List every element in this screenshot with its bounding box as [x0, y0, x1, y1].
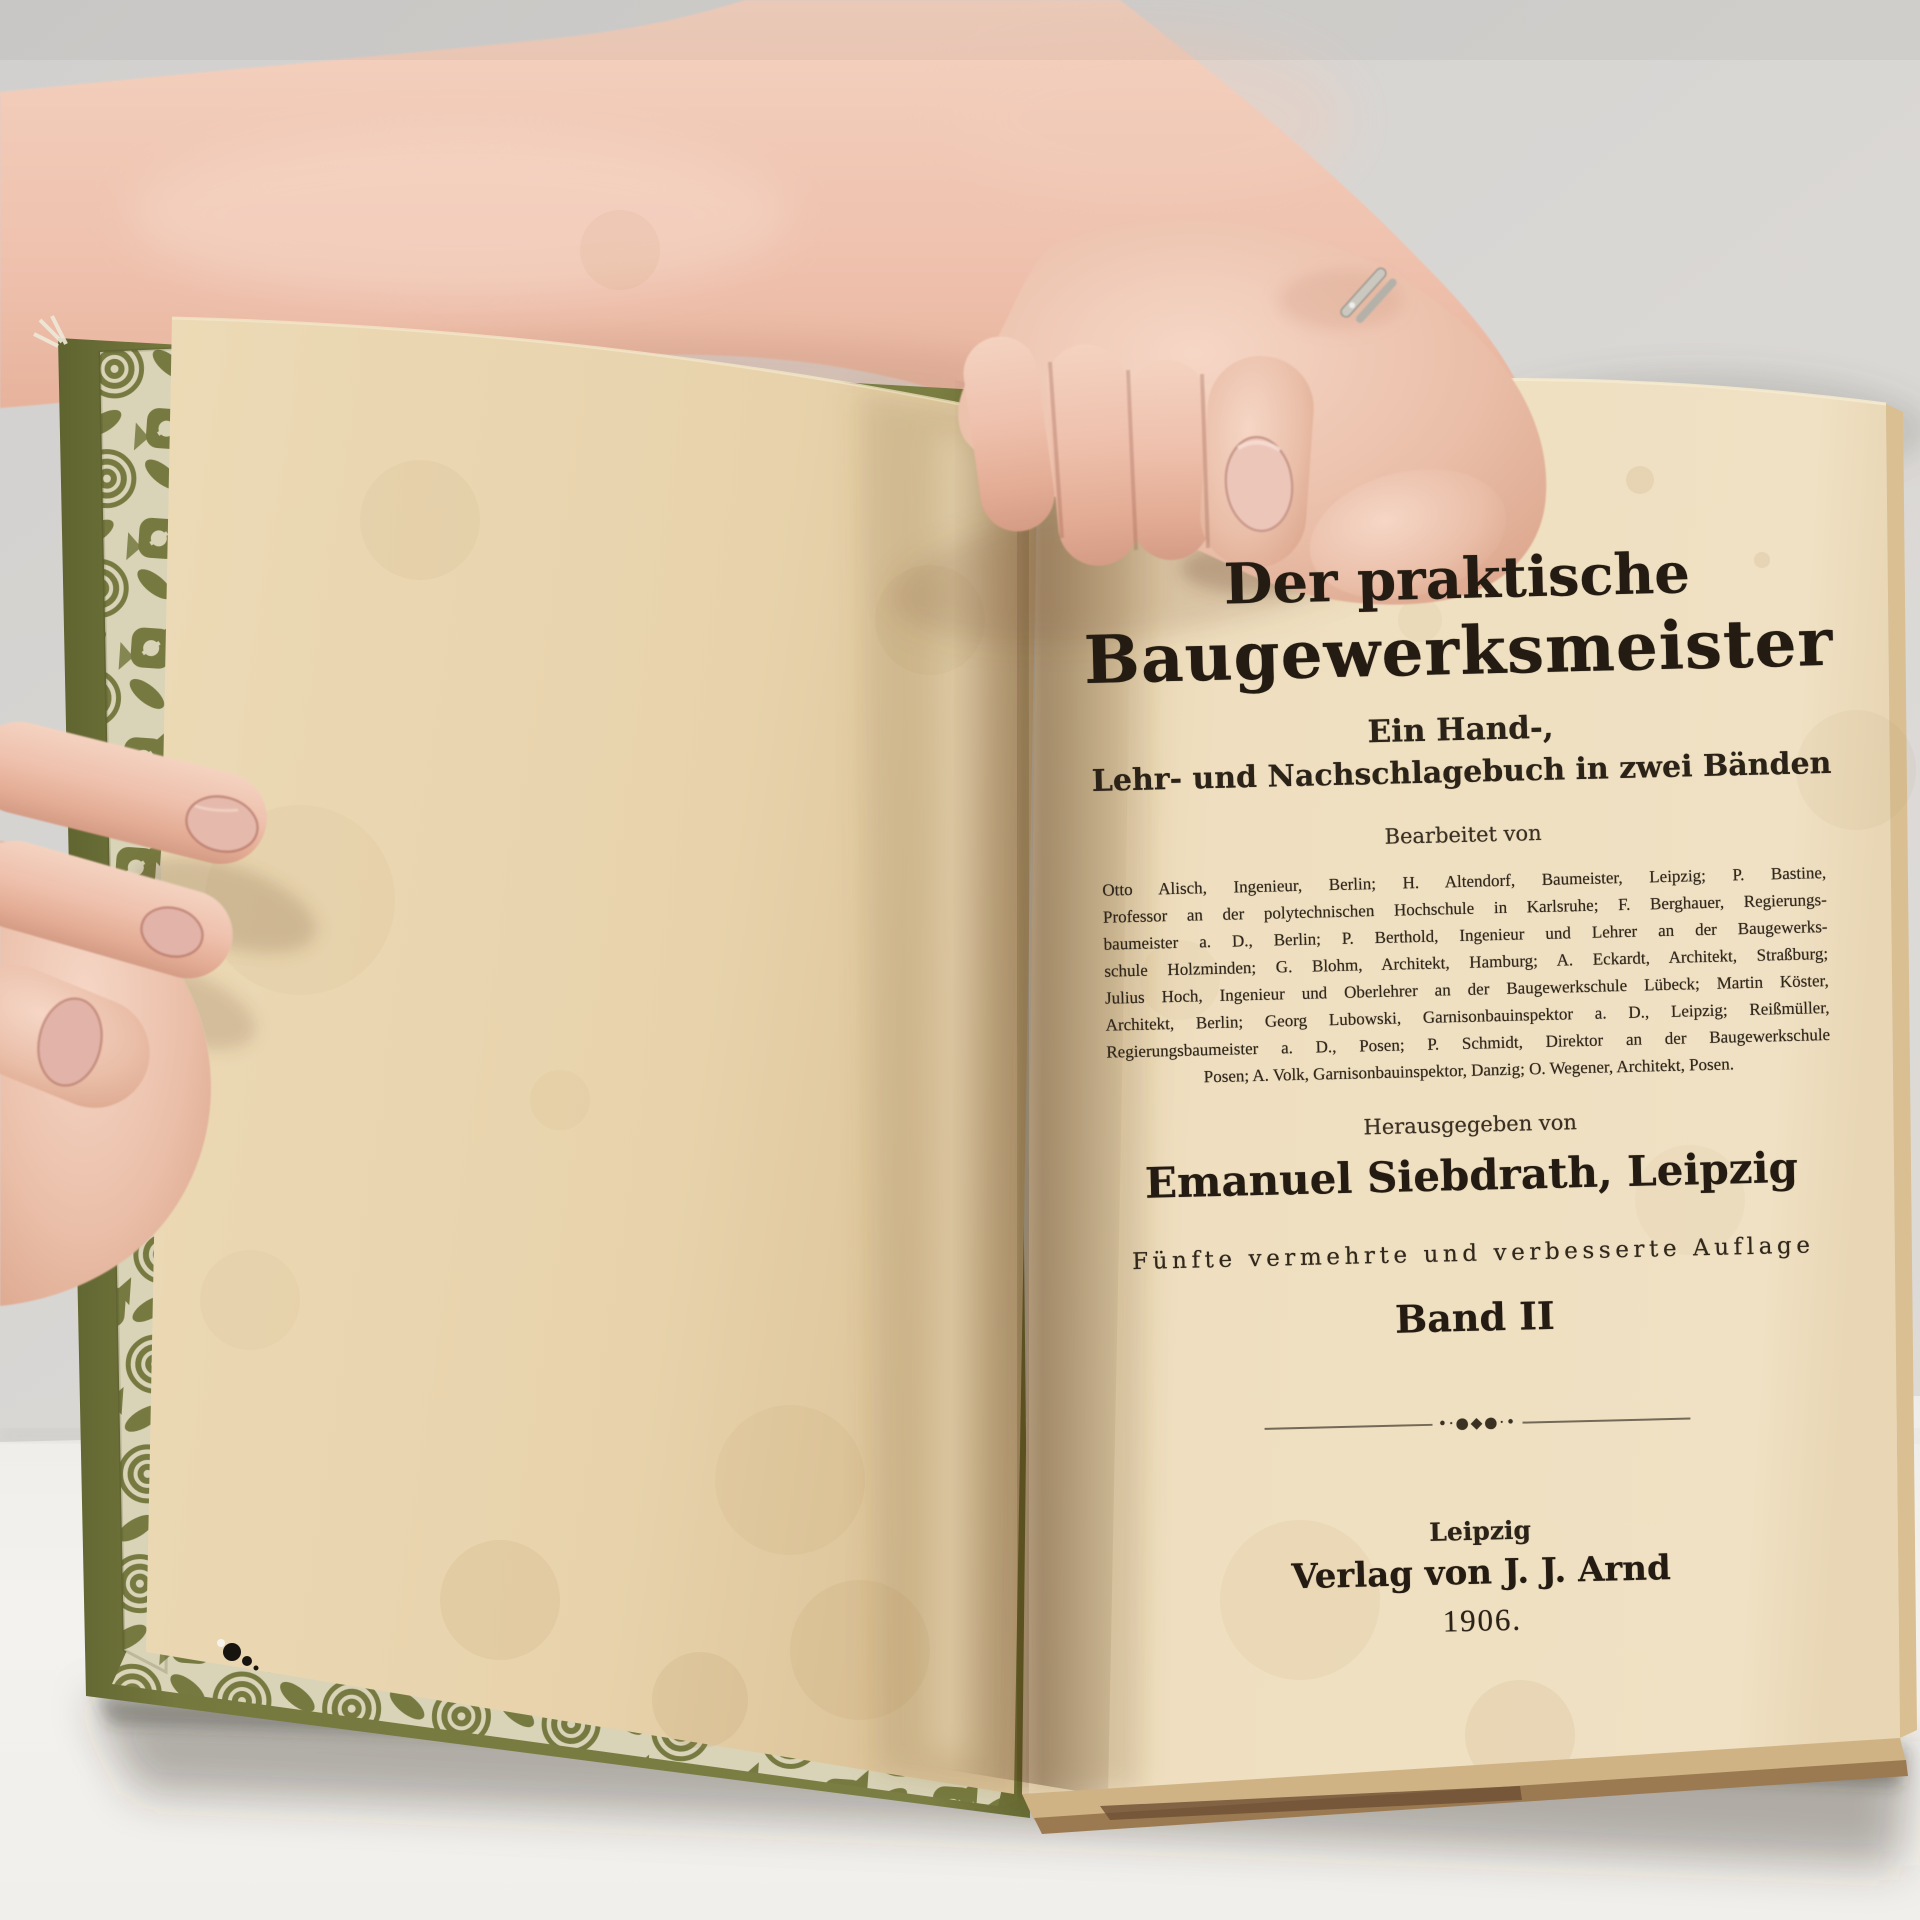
- book-subtitle-line2: Lehr- und Nachschlagebuch in zwei Bänden: [1091, 745, 1832, 799]
- published-by-label: Herausgegeben von: [1363, 1110, 1578, 1140]
- contributors-line: schule Holzminden; G. Blohm, Architekt, Hamburg; A. Eckardt, Architekt, Straßburg;: [1104, 944, 1829, 981]
- left-page: [146, 210, 1038, 1794]
- divider-rule-right: [1523, 1417, 1691, 1423]
- imprint-year: 1906.: [1442, 1601, 1523, 1639]
- editor-name: Emanuel Siebdrath, Leipzig: [1144, 1143, 1799, 1208]
- book-title-line2: Baugewerksmeister: [1083, 602, 1835, 699]
- contributors-line: Julius Hoch, Ingenieur und Oberlehrer an der Baugewerkschule Lübeck; Martin Köster,: [1104, 971, 1830, 1008]
- vignette: [0, 0, 1920, 60]
- edited-by-label: Bearbeitet von: [1384, 821, 1542, 849]
- contributors-line: baumeister a. D., Berlin; P. Berthold, Ingenieur und Lehrer an der Baugewerks-: [1103, 917, 1828, 954]
- edition-note: Fünfte vermehrte und verbesserte Auflage: [1131, 1232, 1815, 1276]
- book-title-line1: Der praktische: [1223, 540, 1691, 618]
- contributors-line: Professor an der polytechnischen Hochschule in Karlsruhe; F. Berghauer, Regierungs-: [1102, 890, 1828, 927]
- imprint-city: Leipzig: [1428, 1515, 1532, 1548]
- contributors-line: Otto Alisch, Ingenieur, Berlin; H. Altendorf, Baumeister, Leipzig; P. Bastine,: [1102, 863, 1827, 900]
- title-page-text: [1078, 453, 1861, 1731]
- imprint-publisher: Verlag von J. J. Arnd: [1290, 1547, 1672, 1597]
- contributors-block: [1088, 859, 1845, 1093]
- contributors-line: Architekt, Berlin; Georg Lubowski, Garnisonbauinspektor a. D., Leipzig; Reißmüller,: [1105, 998, 1830, 1035]
- book-subtitle-line1: Ein Hand-,: [1367, 709, 1554, 751]
- divider-ornament: [1101, 1407, 1853, 1440]
- divider-dots: •·●◆●·•: [1437, 1413, 1518, 1434]
- contributors-line: Posen; A. Volk, Garnisonbauinspektor, Danzig; O. Wegener, Architekt, Posen.: [1203, 1054, 1735, 1087]
- contributors-line: Regierungsbaumeister a. D., Posen; P. Schmidt, Direktor an der Baugewerkschule: [1106, 1025, 1831, 1062]
- volume-label: Band II: [1394, 1293, 1556, 1343]
- divider-rule-left: [1264, 1424, 1432, 1430]
